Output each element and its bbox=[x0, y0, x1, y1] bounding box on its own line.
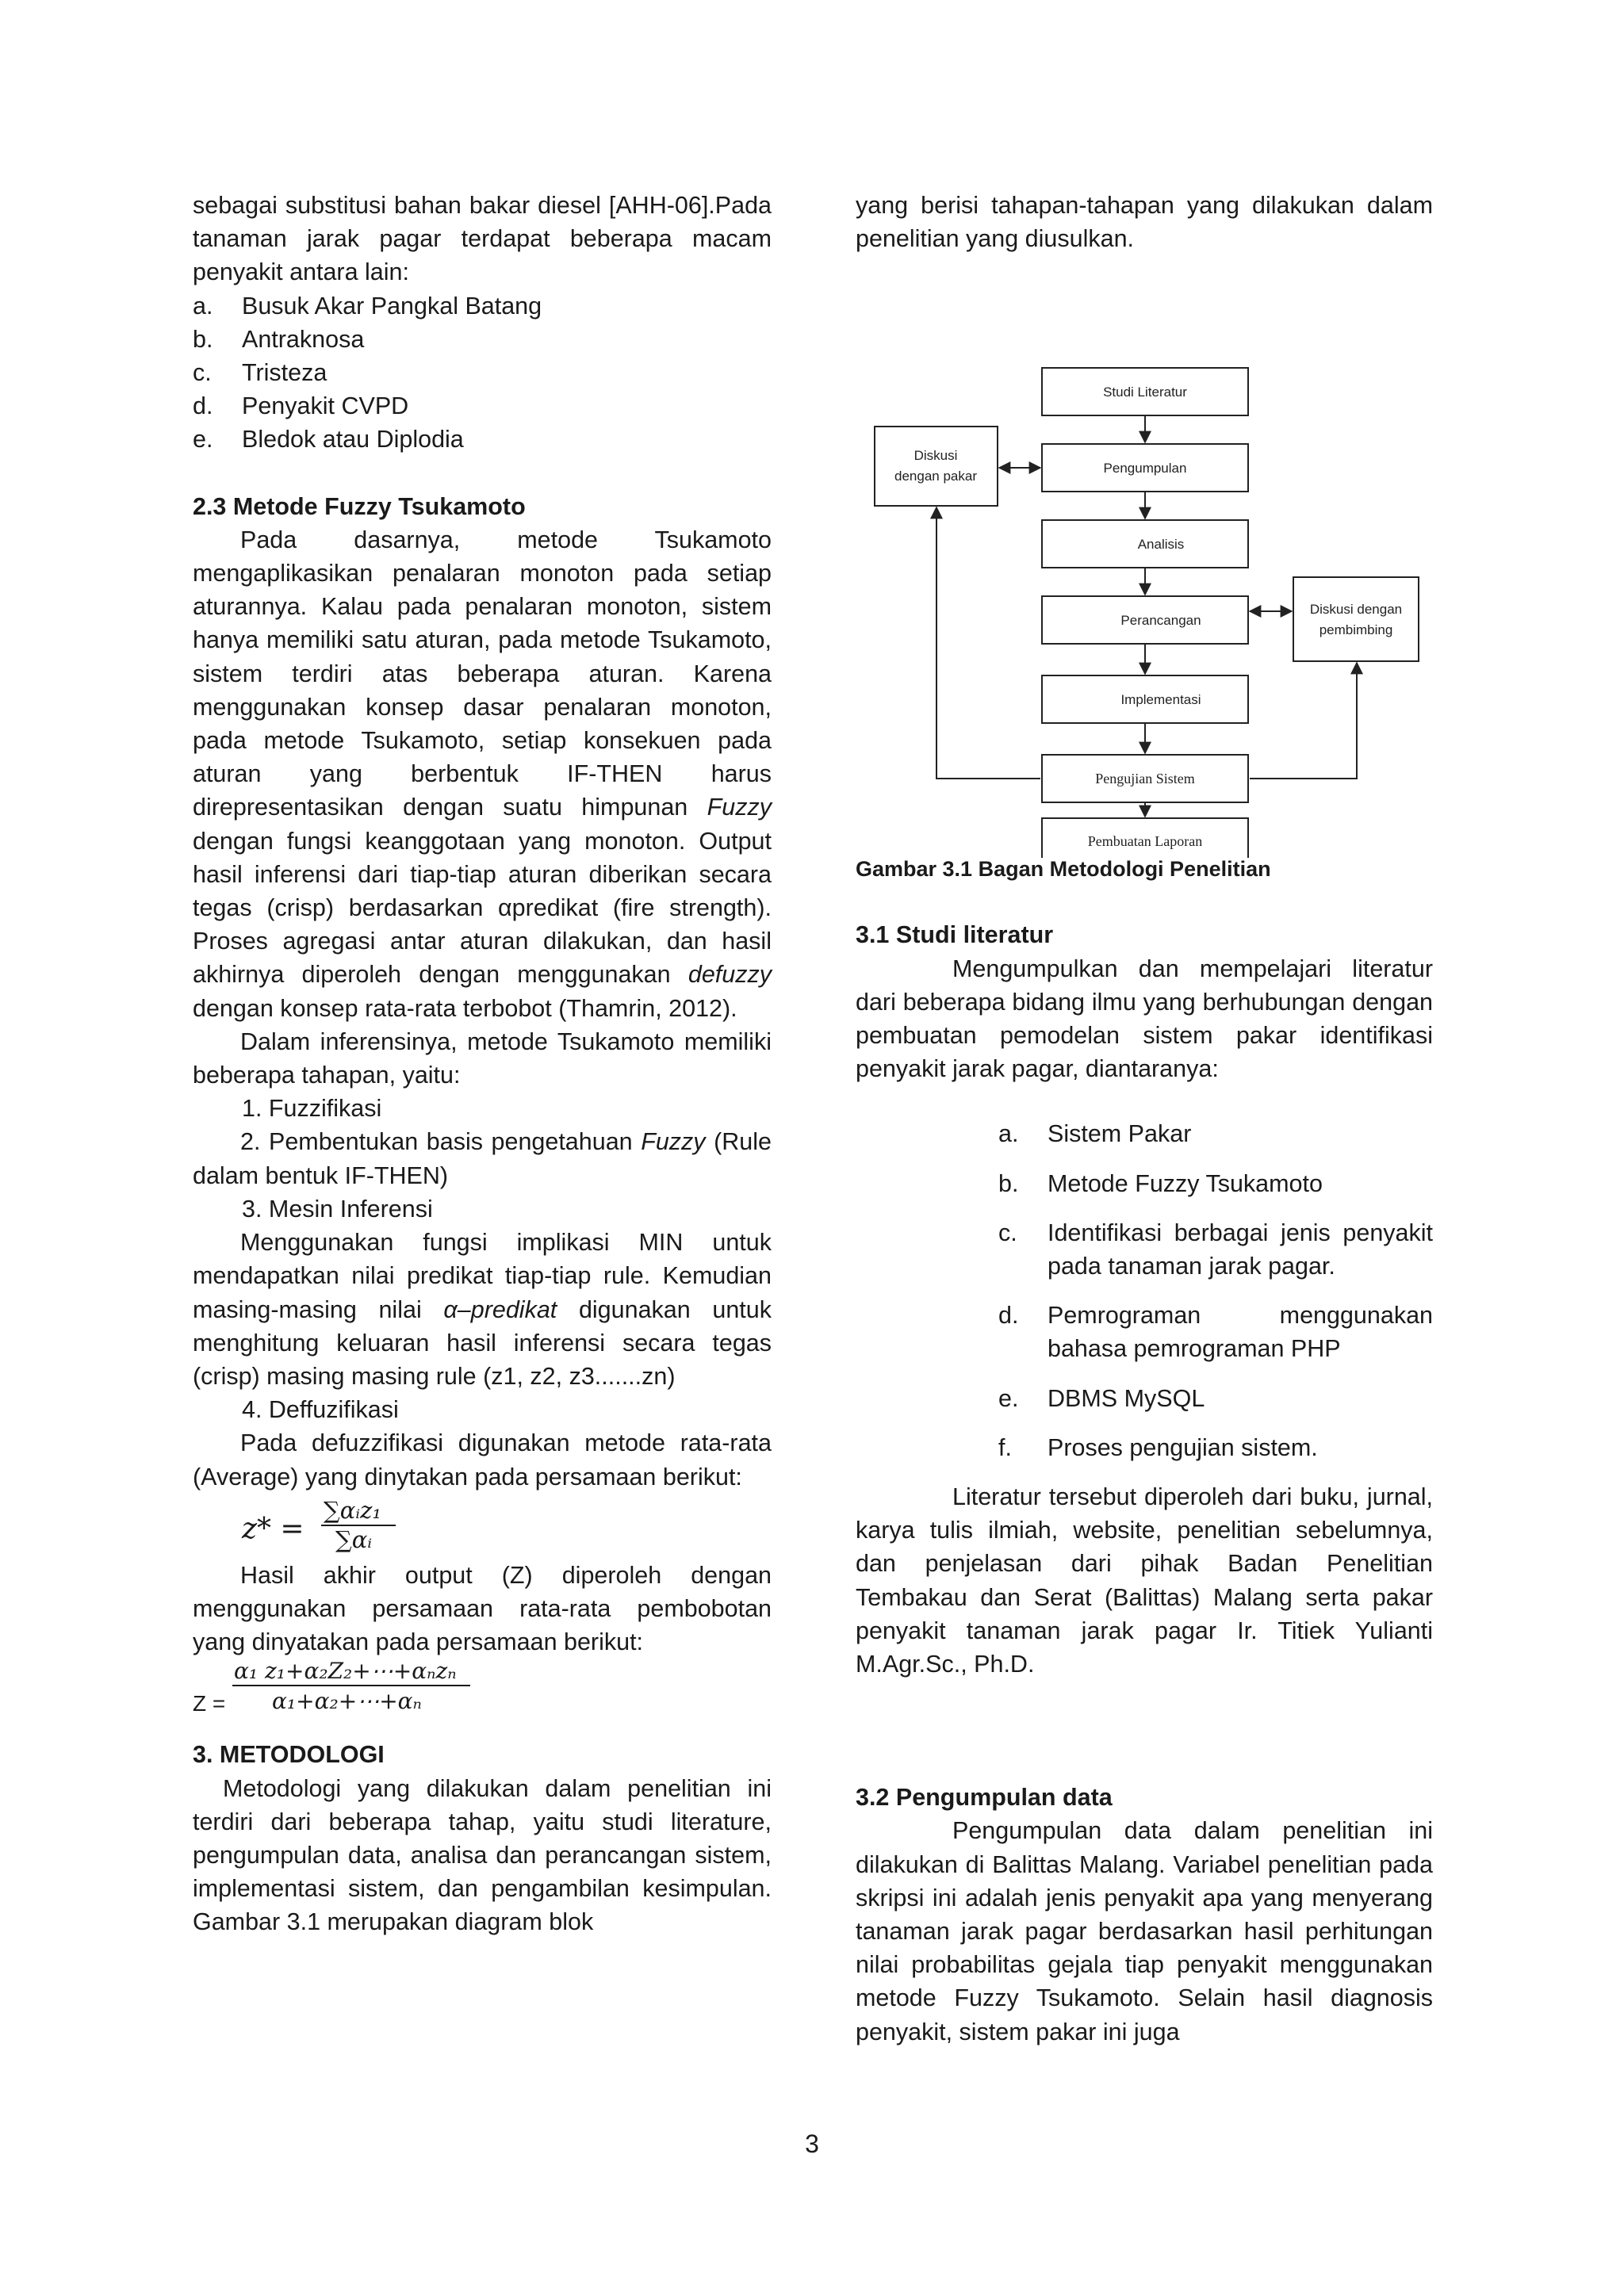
box-diskusi-pembimbing bbox=[1293, 577, 1419, 661]
pengumpulan-paragraph: Pengumpulan data dalam penelitian ini dilakukan di Balittas Malang. Variabel penelitian pada skripsi ini adalah jenis penyakit apa yang menyerang tanaman jarak pagar berdasarkan hasil perhitungan nilai probabilitas gejala tiap penyakit menggunakan metode Fuzzy Tsukamoto. Selain hasil diagnosis penyakit, sistem pakar ini juga bbox=[856, 1817, 1433, 2045]
step-4: 4. Deffuzifikasi bbox=[242, 1396, 399, 1424]
literatur-paragraph: Literatur tersebut diperoleh dari buku, jurnal, karya tulis ilmiah, website, penelitian sebelumnya, dan penjelasan dari pihak Badan Penelitian Tembakau dan Serat (Balittas) Malang serta pakar penyakit tanaman jarak pagar Ir. Titiek Yulianti M.Agr.Sc., Ph.D. bbox=[856, 1483, 1433, 1678]
label-pengumpulan: Pengumpulan bbox=[1103, 461, 1187, 476]
list-item: e. DBMS MySQL bbox=[998, 1384, 1205, 1412]
right-column bbox=[856, 189, 1433, 2049]
left-column bbox=[193, 189, 772, 1939]
equation-denominator: ∑αᵢ bbox=[335, 1525, 373, 1553]
label-diskusi-pakar-2: dengan pakar bbox=[894, 469, 977, 484]
list-item: f. Proses pengujian sistem. bbox=[998, 1433, 1318, 1461]
label-pengujian: Pengujian Sistem bbox=[1095, 771, 1195, 787]
output-paragraph: Hasil akhir output (Z) diperoleh dengan menggunakan persamaan rata-rata pembobotan yang dinyatakan pada persamaan berikut: bbox=[193, 1561, 772, 1656]
figure-caption: Gambar 3.1 Bagan Metodologi Penelitian bbox=[856, 857, 1271, 882]
equation-numerator: ∑αᵢz₁ bbox=[324, 1496, 382, 1524]
equation-denominator: α₁+α₂+⋯+αₙ bbox=[272, 1688, 422, 1715]
section-heading-fuzzy: 2.3 Metode Fuzzy Tsukamoto bbox=[193, 492, 526, 520]
equation-lhs: Z = bbox=[193, 1691, 226, 1716]
section-heading-pengumpulan: 3.2 Pengumpulan data bbox=[856, 1784, 1113, 1812]
studi-paragraph: Mengumpulkan dan mempelajari literatur dari beberapa bidang ilmu yang berhubungan dengan pembuatan pemodelan sistem pakar identifikasi penyakit jarak pagar, diantaranya: bbox=[856, 955, 1433, 1083]
list-item: c. Tristeza bbox=[193, 359, 327, 387]
box-diskusi-pakar bbox=[875, 427, 998, 506]
label-diskusi-pembimbing-2: pembimbing bbox=[1319, 622, 1393, 638]
defuzz-paragraph: Pada defuzzifikasi digunakan metode rata-rata (Average) yang dinytakan pada persamaan berikut: bbox=[193, 1429, 772, 1490]
label-diskusi-pembimbing-1: Diskusi dengan bbox=[1309, 602, 1403, 618]
step-3: 3. Mesin Inferensi bbox=[242, 1195, 433, 1223]
list-item: d. Penyakit CVPD bbox=[193, 392, 409, 420]
stages-paragraph: Dalam inferensinya, metode Tsukamoto memiliki beberapa tahapan, yaitu: bbox=[193, 1027, 772, 1089]
section-heading-metodologi: 3. METODOLOGI bbox=[193, 1741, 385, 1769]
label-implementasi: Implementasi bbox=[1120, 692, 1201, 708]
list-item: d. Pemrograman menggunakan bahasa pemrograman PHP bbox=[998, 1302, 1433, 1363]
section-heading-studi: 3.1 Studi literatur bbox=[856, 921, 1054, 949]
fuzzy-paragraph: Pada dasarnya, metode Tsukamoto mengaplikasikan penalaran monoton pada setiap aturannya. Kalau pada penalaran monoton, sistem hanya memiliki satu aturan, pada metode Tsukamoto, sistem terdiri atas beberapa aturan. Karena menggunakan konsep dasar penalaran monoton, pada metode Tsukamoto, setiap konsekuen pada aturan yang berbentuk IF-THEN harus direpresentasikan dengan suatu himpunan Fuzzy dengan fungsi keanggotaan yang monoton. Output hasil inferensi dari tiap-tiap aturan diberikan secara tegas (crisp) berdasarkan αpredikat (fire strength). Proses agregasi antar aturan dilakukan, dan hasil akhirnya diperoleh dengan menggunakan defuzzy dengan konsep rata-rata terbobot (Thamrin, 2012). bbox=[193, 526, 772, 1022]
label-studi-literatur: Studi Literatur bbox=[1103, 385, 1187, 400]
label-perancangan: Perancangan bbox=[1120, 613, 1201, 629]
list-item: a. Busuk Akar Pangkal Batang bbox=[193, 292, 542, 320]
metodologi-paragraph: Metodologi yang dilakukan dalam penelitian ini terdiri dari beberapa tahap, yaitu studi literature, pengumpulan data, analisa dan perancangan sistem, implementasi sistem, dan pengambilan kesimpulan. Gambar 3.1 merupakan diagram blok bbox=[193, 1774, 772, 1936]
literature-list bbox=[856, 1117, 1433, 1464]
list-item: e. Bledok atau Diplodia bbox=[193, 426, 464, 453]
list-item: c. Identifikasi berbagai jenis penyakit pada tanaman jarak pagar. bbox=[998, 1219, 1433, 1280]
equation-lhs: z* = bbox=[242, 1512, 304, 1545]
equation-numerator: α₁ z₁+α₂Z₂+⋯+αₙzₙ bbox=[234, 1658, 457, 1685]
equation-weighted bbox=[193, 1659, 772, 1722]
disease-list bbox=[193, 289, 772, 457]
list-item: b. Antraknosa bbox=[193, 325, 365, 353]
intro-paragraph: sebagai substitusi bahan bakar diesel [AHH-06].Pada tanaman jarak pagar terdapat beberapa macam penyakit antara lain: bbox=[193, 192, 772, 286]
list-item: b. Metode Fuzzy Tsukamoto bbox=[998, 1169, 1323, 1197]
methodology-diagram bbox=[856, 260, 1433, 815]
list-item: a. Sistem Pakar bbox=[998, 1120, 1192, 1148]
page-number: 3 bbox=[805, 2130, 819, 2158]
step-1: 1. Fuzzifikasi bbox=[242, 1095, 382, 1123]
equation-average bbox=[193, 1497, 772, 1552]
min-paragraph: Menggunakan fungsi implikasi MIN untuk mendapatkan nilai predikat tiap-tiap rule. Kemudian masing-masing nilai α–predikat digunakan untuk menghitung keluaran hasil inferensi secara tegas (crisp) masing masing rule (z1, z2, z3.......zn) bbox=[193, 1229, 772, 1390]
label-laporan: Pembuatan Laporan bbox=[1087, 833, 1203, 850]
label-diskusi-pakar-1: Diskusi bbox=[914, 448, 958, 464]
flowchart-tail bbox=[856, 802, 1433, 858]
flowchart bbox=[856, 260, 1433, 815]
label-analisis: Analisis bbox=[1137, 537, 1185, 553]
step-2: 2. Pembentukan basis pengetahuan Fuzzy (Rule dalam bentuk IF-THEN) bbox=[193, 1128, 772, 1189]
fraction-bar bbox=[232, 1685, 470, 1686]
continuation-paragraph: yang berisi tahapan-tahapan yang dilakukan dalam penelitian yang diusulkan. bbox=[856, 192, 1433, 253]
